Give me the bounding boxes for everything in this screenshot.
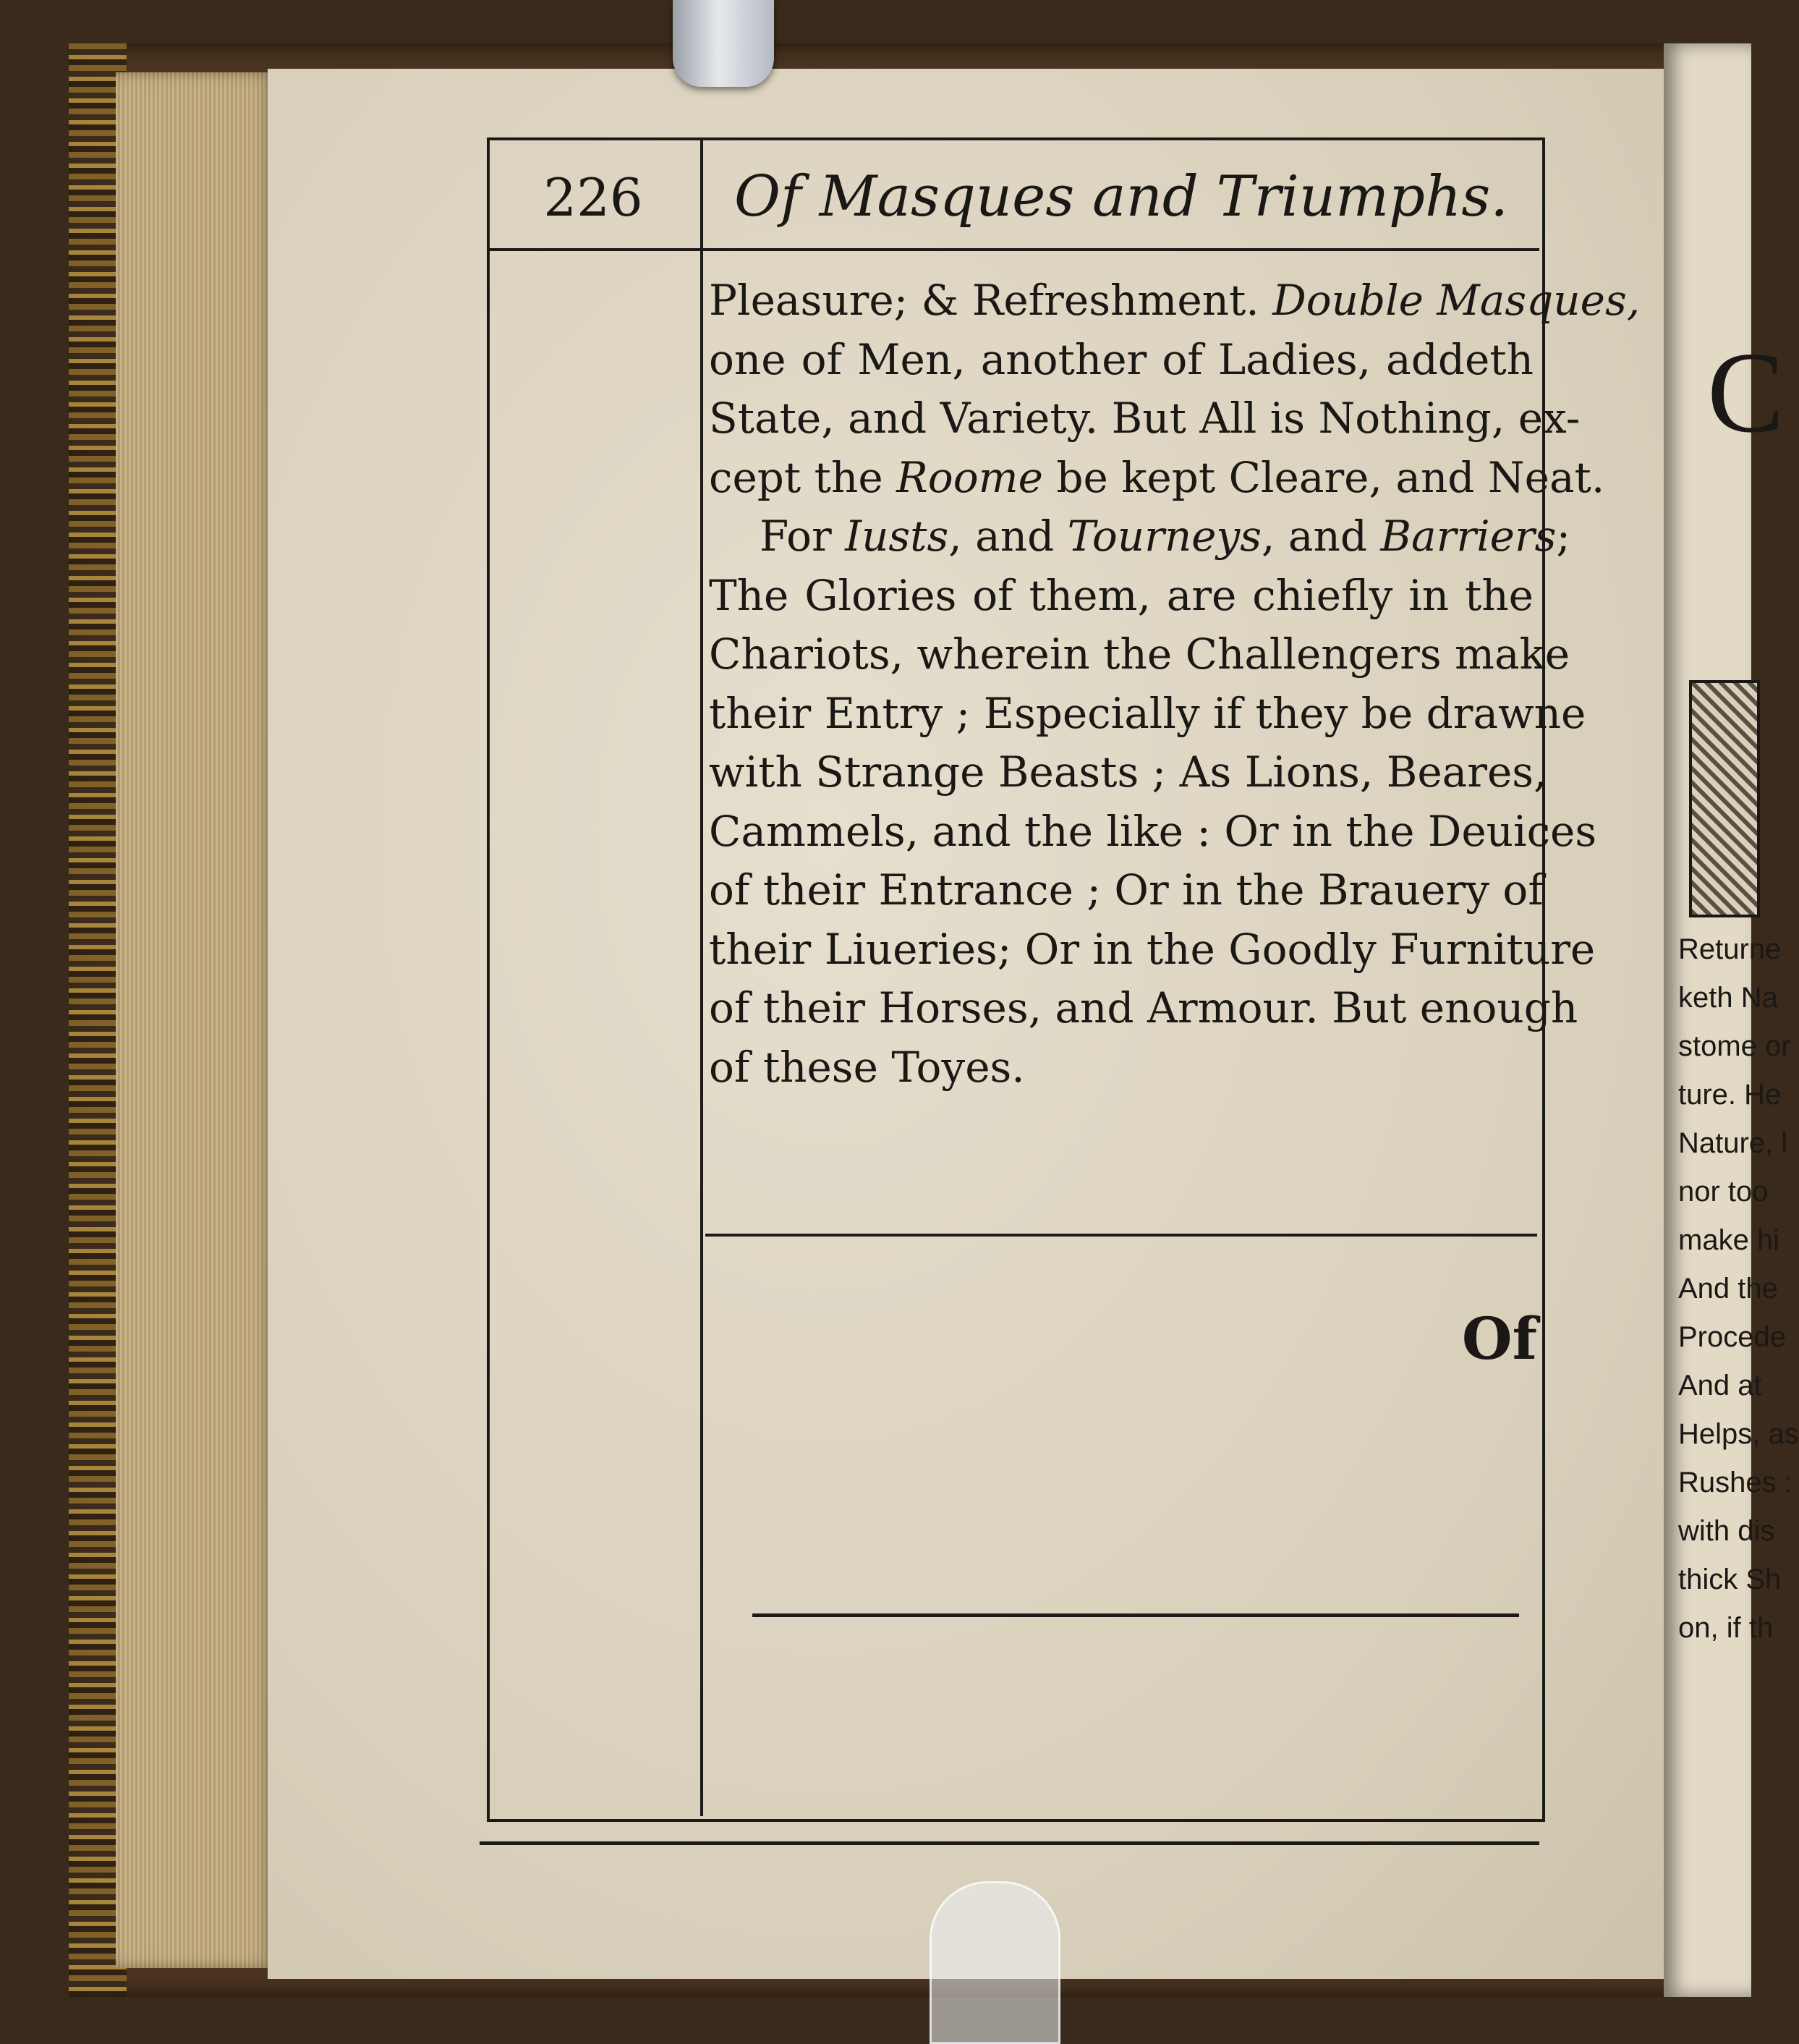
header-rule bbox=[487, 248, 1539, 251]
bottom-rule bbox=[480, 1841, 1539, 1845]
text-line bbox=[709, 1038, 1534, 1098]
text-segment: cept the bbox=[709, 452, 897, 502]
right-page-line: nor too bbox=[1678, 1176, 1769, 1208]
margin-column bbox=[487, 137, 703, 1816]
right-page-line: Nature, l bbox=[1678, 1127, 1788, 1159]
italic-segment: Barriers bbox=[1380, 512, 1557, 561]
text-segment: of their Entrance ; Or in the Brauery of bbox=[709, 865, 1544, 915]
right-page-line: And at bbox=[1678, 1370, 1762, 1401]
right-page-line: stome or bbox=[1678, 1030, 1791, 1062]
text-line bbox=[709, 743, 1547, 802]
page-clip-top bbox=[673, 0, 774, 87]
page-edges bbox=[116, 72, 275, 1968]
ornamental-initial bbox=[1689, 680, 1760, 917]
body-text bbox=[709, 271, 1641, 1097]
right-page-initial: C bbox=[1707, 328, 1785, 457]
text-line bbox=[709, 684, 1586, 744]
text-line bbox=[709, 507, 1570, 567]
text-segment: with Strange Beasts ; As Lions, Beares, bbox=[709, 747, 1547, 797]
italic-segment: Double Masques, bbox=[1272, 276, 1641, 325]
page-clip-bottom bbox=[930, 1881, 1060, 2044]
right-page-line: Helps, as bbox=[1678, 1418, 1799, 1450]
text-line bbox=[709, 920, 1596, 980]
text-line bbox=[709, 802, 1597, 862]
right-page-line: thick Sh bbox=[1678, 1564, 1782, 1595]
running-head: Of Masques and Triumphs. bbox=[733, 164, 1509, 229]
right-page-line: with dis bbox=[1678, 1515, 1775, 1547]
right-page-line: Returne bbox=[1678, 933, 1782, 965]
text-segment: , and bbox=[1262, 512, 1381, 561]
text-segment: be kept Cleare, and Neat. bbox=[1042, 452, 1605, 502]
right-page-line: Procede bbox=[1678, 1321, 1786, 1353]
text-segment: of their Horses, and Armour. But enough bbox=[709, 983, 1578, 1032]
text-segment: State, and Variety. But All is Nothing, ex- bbox=[709, 394, 1581, 443]
italic-segment: Iusts bbox=[845, 512, 949, 561]
page-number: 226 bbox=[543, 167, 643, 228]
text-segment: For bbox=[760, 512, 846, 561]
text-segment: Chariots, wherein the Challengers make bbox=[709, 629, 1570, 679]
italic-segment: Roome bbox=[896, 452, 1043, 502]
text-segment: Cammels, and the like : Or in the Deuices bbox=[709, 806, 1597, 856]
text-segment: The Glories of them, are chiefly in the bbox=[709, 570, 1534, 620]
text-segment: of these Toyes. bbox=[709, 1042, 1025, 1092]
text-segment: one of Men, another of Ladies, addeth bbox=[709, 334, 1534, 384]
italic-segment: Tourneys bbox=[1067, 512, 1262, 561]
text-line bbox=[709, 861, 1544, 920]
lower-divider bbox=[752, 1613, 1519, 1617]
right-page-line: And the bbox=[1678, 1273, 1778, 1305]
right-page-line: keth Na bbox=[1678, 982, 1778, 1014]
text-line bbox=[709, 331, 1534, 390]
text-segment: ; bbox=[1556, 512, 1570, 561]
right-page-line: Rushes : bbox=[1678, 1467, 1792, 1498]
text-line bbox=[709, 449, 1605, 508]
right-page-line: make hi bbox=[1678, 1224, 1780, 1256]
right-page-line: on, if th bbox=[1678, 1612, 1774, 1644]
text-line bbox=[709, 979, 1578, 1038]
text-line bbox=[709, 567, 1534, 626]
text-segment: their Entry ; Especially if they be drawne bbox=[709, 688, 1586, 738]
text-line bbox=[709, 625, 1570, 684]
text-segment: Pleasure; & Refreshment. bbox=[709, 276, 1273, 325]
right-page-line: ture. He bbox=[1678, 1079, 1782, 1111]
section-divider bbox=[705, 1234, 1537, 1237]
right-page bbox=[1664, 43, 1799, 1997]
text-line bbox=[709, 389, 1581, 449]
text-segment: their Liueries; Or in the Goodly Furniture bbox=[709, 924, 1596, 974]
catchword: Of bbox=[1461, 1305, 1537, 1373]
text-line bbox=[709, 271, 1641, 331]
text-segment: , and bbox=[948, 512, 1068, 561]
